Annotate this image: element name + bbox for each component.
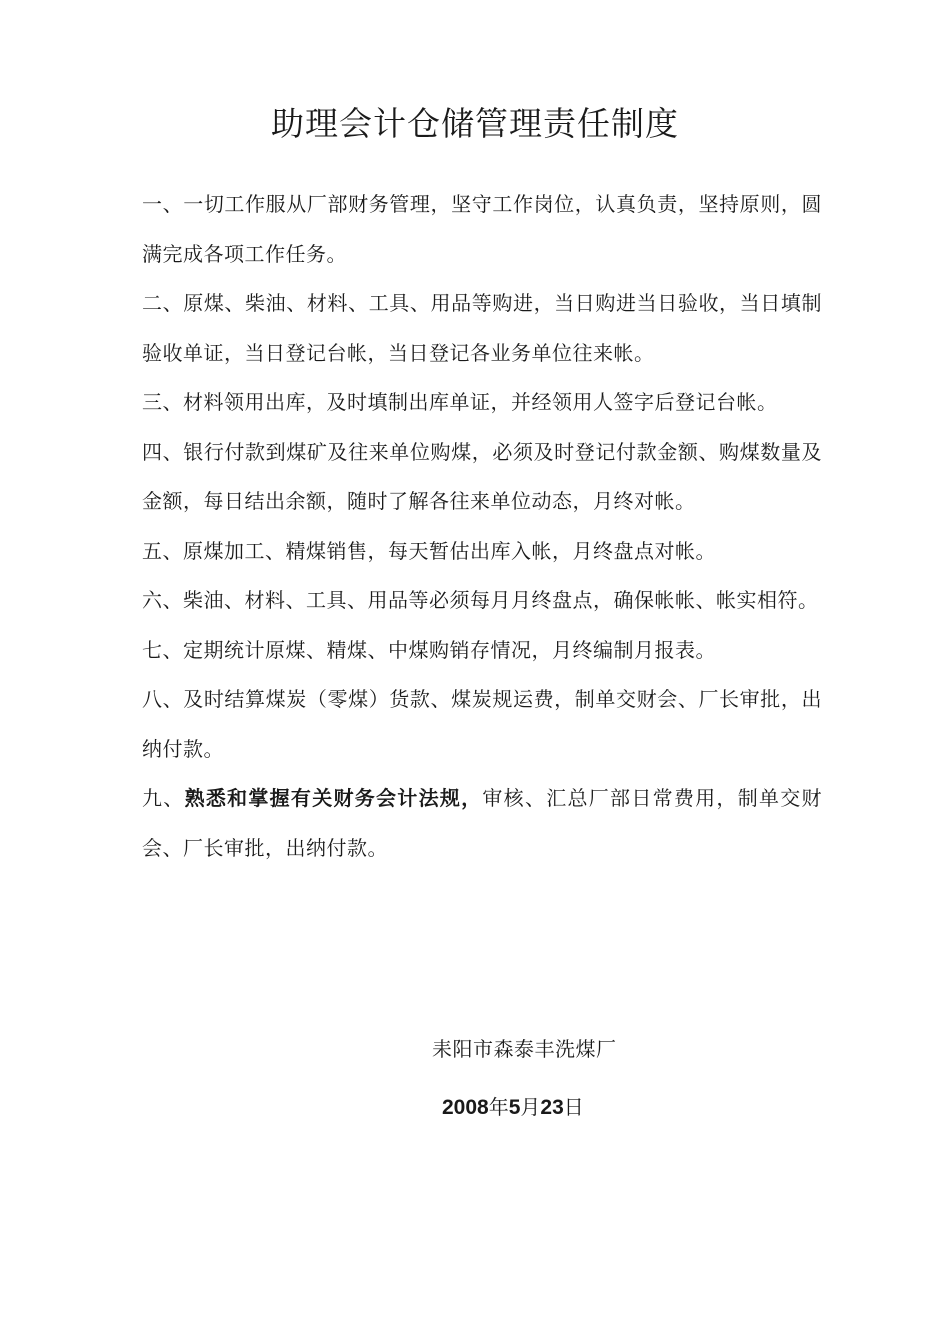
signature-organization: 耒阳市森泰丰洗煤厂 [432, 1037, 617, 1061]
clause-3: 三、材料领用出库，及时填制出库单证，并经领用人签字后登记台帐。 [142, 390, 778, 414]
date-month-unit: 月 [520, 1095, 541, 1119]
clause-5: 五、原煤加工、精煤销售，每天暂估出库入帐，月终盘点对帐。 [142, 538, 716, 563]
clause-9-text: 审核、汇总厂部日常费用，制单交财会、厂长审批，出纳付款。 [142, 786, 823, 860]
clause-4: 四、银行付款到煤矿及往来单位购煤，必须及时登记付款金额、购煤数量及金额，每日结出余额，随时了解各往来单位动态，月终对帐。 [142, 439, 822, 513]
clause-9-bold-text: 熟悉和掌握有关财务会计法规， [184, 786, 483, 810]
date-day-unit: 日 [563, 1095, 584, 1119]
date-day: 23 [540, 1096, 564, 1119]
date-month: 5 [508, 1096, 521, 1119]
clause-9 [142, 774, 822, 873]
date-year: 2008 [442, 1096, 489, 1119]
signature-date [442, 1092, 584, 1123]
clause-1: 一、一切工作服从厂部财务管理，坚守工作岗位，认真负责，坚持原则，圆满完成各项工作任务。 [142, 192, 822, 266]
document-body [142, 180, 822, 873]
clause-9-prefix: 九、 [142, 786, 185, 810]
clause-6: 六、柴油、材料、工具、用品等必须每月月终盘点，确保帐帐、帐实相符。 [142, 588, 819, 612]
clause-8: 八、及时结算煤炭（零煤）货款、煤炭规运费，制单交财会、厂长审批，出纳付款。 [142, 687, 822, 761]
document-title: 助理会计仓储管理责任制度 [271, 104, 679, 143]
date-year-unit: 年 [488, 1095, 509, 1119]
clause-7: 七、定期统计原煤、精煤、中煤购销存情况，月终编制月报表。 [142, 637, 716, 662]
clause-2: 二、原煤、柴油、材料、工具、用品等购进，当日购进当日验收，当日填制验收单证，当日登记台帐，当日登记各业务单位往来帐。 [142, 291, 822, 365]
